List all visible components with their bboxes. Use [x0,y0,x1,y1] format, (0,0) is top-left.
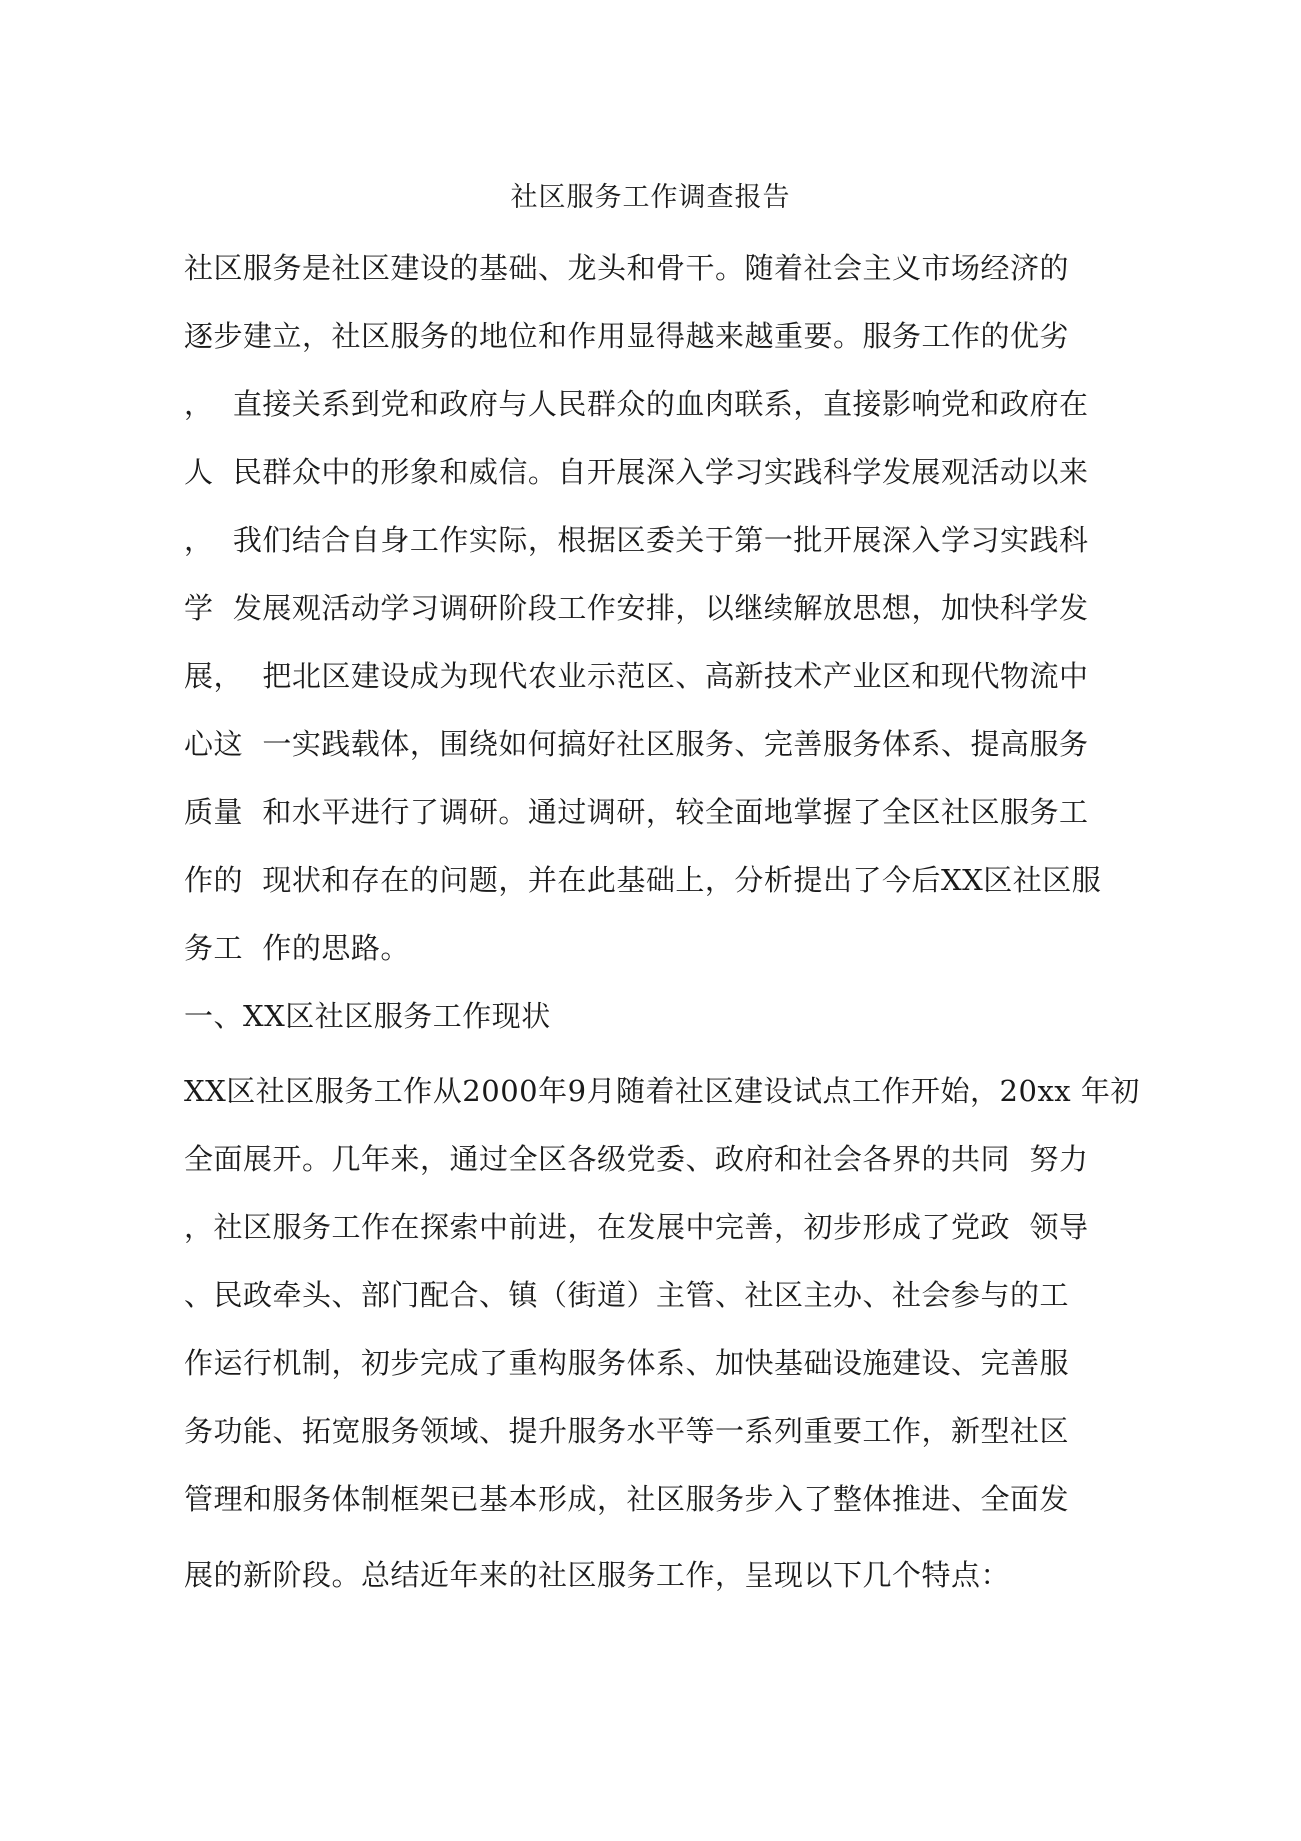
body-line-6: 学 发展观活动学习调研阶段工作安排，以继续解放思想，加快科学发 [184,591,1089,625]
body-line-9: 质量 和水平进行了调研。通过调研，较全面地掌握了全区社区服务工 [184,795,1089,829]
body-line-17: 务功能、拓宽服务领域、提升服务水平等一系列重要工作，新型社区 [184,1414,1070,1448]
body-line-4: 人 民群众中的形象和威信。自开展深入学习实践科学发展观活动以来 [184,455,1089,489]
body-line-2: 逐步建立，社区服务的地位和作用显得越来越重要。服务工作的优劣 [184,319,1070,353]
body-line-7: 展， 把北区建设成为现代农业示范区、高新技术产业区和现代物流中 [184,659,1089,693]
body-line-10: 作的 现状和存在的问题，并在此基础上，分析提出了今后XX区社区服 [184,863,1102,897]
body-line-13: 全面展开。几年来，通过全区各级党委、政府和社会各界的共同 努力 [184,1142,1089,1176]
body-line-15: 、民政牵头、部门配合、镇（街道）主管、社区主办、社会参与的工 [184,1278,1070,1312]
body-line-16: 作运行机制，初步完成了重构服务体系、加快基础设施建设、完善服 [184,1346,1070,1380]
section-heading: 一、XX区社区服务工作现状 [184,999,551,1033]
body-line-8: 心这 一实践载体，围绕如何搞好社区服务、完善服务体系、提高服务 [184,727,1089,761]
body-line-19: 展的新阶段。总结近年来的社区服务工作，呈现以下几个特点： [184,1558,1011,1592]
body-line-3: ， 直接关系到党和政府与人民群众的血肉联系，直接影响党和政府在 [184,387,1089,421]
document-title: 社区服务工作调查报告 [510,182,791,213]
body-line-1: 社区服务是社区建设的基础、龙头和骨干。随着社会主义市场经济的 [184,251,1070,285]
body-line-11: 务工 作的思路。 [184,931,410,965]
body-line-5: ， 我们结合自身工作实际，根据区委关于第一批开展深入学习实践科 [184,523,1089,557]
body-line-18: 管理和服务体制框架已基本形成，社区服务步入了整体推进、全面发 [184,1482,1070,1516]
body-line-12: XX区社区服务工作从2000年9月随着社区建设试点工作开始，20xx 年初 [184,1074,1140,1108]
body-line-14: ，社区服务工作在探索中前进，在发展中完善，初步形成了党政 领导 [184,1210,1089,1244]
